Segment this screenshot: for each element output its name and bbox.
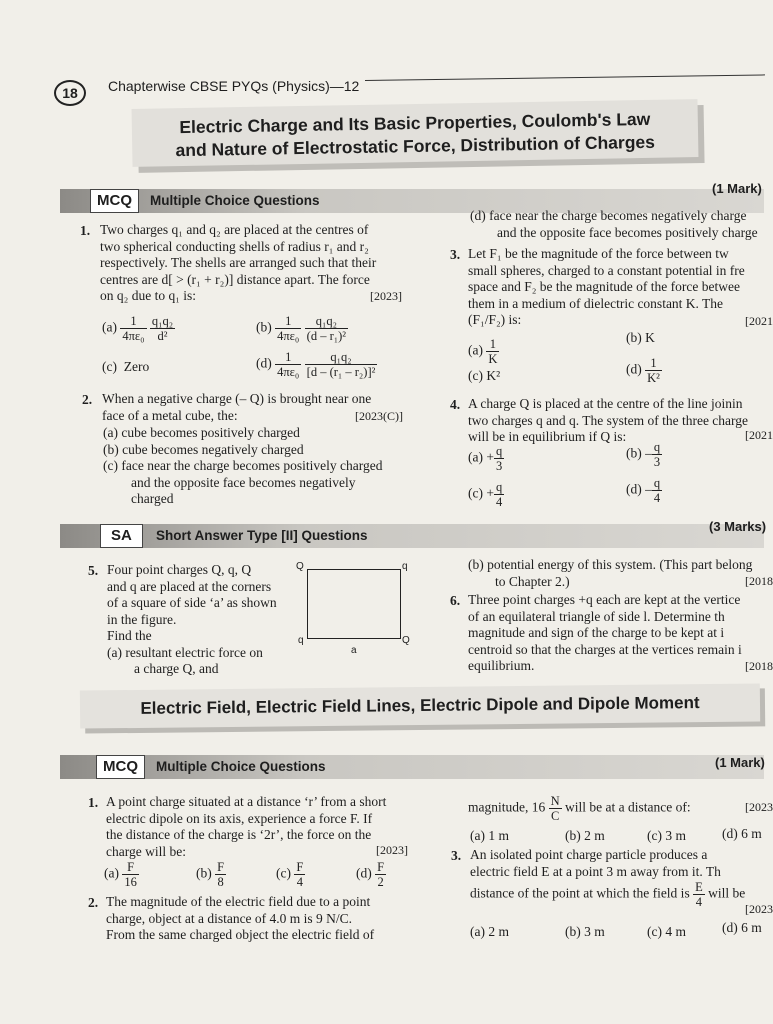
option-label: (a) — [102, 319, 117, 335]
text-line: An isolated point charge particle produces a — [470, 847, 708, 862]
text-line: Four point charges Q, q, Q — [107, 562, 252, 577]
mcq-title: Multiple Choice Questions — [150, 193, 320, 208]
text-line: centres are d[ > (r₁ + r₂)] distance apart. The force — [100, 271, 370, 287]
numerator: 1 — [486, 337, 499, 352]
option-label: (b) — [196, 865, 212, 881]
numerator: q₁q₂ — [305, 350, 378, 365]
option-c: (c) 4 m — [647, 924, 686, 939]
denominator: 16 — [124, 875, 137, 889]
section-title-box: Electric Field, Electric Field Lines, Electric Dipole and Dipole Moment — [80, 683, 760, 728]
denominator: 4 — [495, 495, 503, 509]
text-line: on q₂ due to q₁ is: — [100, 288, 197, 303]
text-segment: magnitude, 16 — [468, 799, 546, 815]
option-a — [468, 337, 499, 366]
text-line: From the same charged object the electric field of — [106, 927, 375, 942]
question-text — [470, 847, 770, 880]
text-line: a charge Q, and — [134, 661, 219, 676]
text-line: A charge Q is placed at the centre of the line joinin — [468, 396, 743, 411]
option-a: (a) cube becomes positively charged — [103, 425, 300, 440]
option-label: (a) — [104, 865, 119, 881]
option-c — [102, 359, 149, 375]
header-rule — [365, 74, 765, 81]
numerator: N — [550, 794, 560, 808]
denominator: (d – r₁)² — [306, 329, 347, 343]
year-tag: [2023] — [370, 289, 402, 303]
text-line: When a negative charge (– Q) is brought near one — [102, 391, 372, 406]
denominator: K² — [647, 371, 660, 385]
question-number: 4. — [450, 397, 461, 412]
option-a — [102, 314, 175, 343]
option-list — [103, 425, 423, 508]
option-d: (d) 6 m — [722, 826, 762, 841]
year-tag: [2023 — [745, 902, 773, 916]
option-c-cont: and the opposite face becomes negatively — [131, 474, 356, 490]
denominator: 4πε₀ — [122, 329, 145, 343]
text-line: magnitude and sign of the charge to be kept at i — [468, 625, 725, 640]
fraction — [120, 314, 146, 343]
denominator: 4πε₀ — [277, 365, 300, 379]
question-continuation — [468, 794, 691, 823]
numerator: q — [495, 480, 503, 494]
text-line: Two charges q₁ and q₂ are placed at the centres of — [100, 222, 369, 237]
text-line: Three point charges +q each are kept at the vertice — [468, 592, 741, 607]
year-tag: [2021 — [745, 314, 773, 328]
numerator: 1 — [275, 350, 301, 365]
text-line: A point charge situated at a distance ‘r’ from a short — [106, 794, 387, 809]
denominator: 4 — [296, 875, 303, 889]
fraction — [486, 337, 499, 366]
marks-label: (1 Mark) — [712, 181, 762, 196]
text-line: face of a metal cube, the: — [102, 407, 238, 423]
question-number: 2. — [82, 392, 93, 407]
text-segment: distance of the point at which the field is — [470, 885, 690, 901]
option-a: (a) 2 m — [470, 924, 509, 939]
denominator: 8 — [217, 875, 224, 889]
text-line: small spheres, charged to a constant potential in fre — [468, 262, 745, 278]
fraction — [305, 350, 378, 379]
text-line: Find the — [107, 628, 152, 643]
denominator: 4πε₀ — [277, 329, 300, 343]
text-segment: will be — [708, 885, 746, 901]
corner-label: Q — [296, 561, 304, 572]
fraction — [122, 860, 139, 889]
text-line: of an equilateral triangle of side l. Determine th — [468, 608, 725, 624]
numerator: q — [653, 476, 661, 490]
option-c: (c) 3 m — [647, 828, 686, 843]
fraction — [294, 860, 305, 889]
option-label: (a) — [468, 342, 483, 358]
option-c: (c) face near the charge becomes positively charged — [103, 458, 383, 473]
option-b: (b) 3 m — [565, 924, 605, 939]
option-c-cont: charged — [131, 491, 174, 506]
page-number: 18 — [54, 80, 86, 106]
text-line: respectively. The shells are arranged such that their — [100, 255, 377, 270]
option-d: (d) 6 m — [722, 920, 762, 935]
option-b — [196, 860, 226, 889]
numerator: F — [296, 860, 304, 874]
fraction — [305, 314, 348, 343]
option-b: (b) cube becomes negatively charged — [103, 441, 304, 457]
fraction — [549, 794, 562, 823]
marks-label: (3 Marks) — [709, 519, 767, 534]
numerator: q — [495, 444, 503, 458]
denominator: [d – (r₁ – r₂)]² — [306, 365, 376, 379]
year-tag: [2018 — [745, 574, 773, 588]
text-line: and the opposite face becomes positively charge — [497, 224, 758, 240]
numerator: q — [653, 440, 661, 454]
numerator: 1 — [645, 356, 662, 371]
option-label: (c) — [276, 865, 291, 881]
option-label: (c) + — [468, 485, 494, 501]
text-line: two charges q and q. The system of the three charge — [468, 412, 749, 428]
fraction — [215, 860, 226, 889]
text-line: the distance of the charge is ‘2r’, the force on the — [106, 827, 372, 842]
text-line: will be in equilibrium if Q is: — [468, 429, 627, 444]
section-title-box — [132, 99, 699, 167]
option-b: (b) K — [626, 330, 655, 345]
text-line: (b) potential energy of this system. (This part belong — [468, 557, 753, 572]
fraction — [652, 440, 662, 469]
question-number: 6. — [450, 593, 461, 608]
denominator: 2 — [377, 875, 384, 889]
year-tag: [2018 — [745, 659, 773, 673]
fraction — [150, 314, 175, 343]
fraction — [275, 350, 301, 379]
sa-tag: SA — [100, 524, 143, 548]
question-number: 3. — [450, 247, 461, 262]
numerator: q₁q₂ — [151, 314, 174, 328]
text-line: to Chapter 2.) — [495, 573, 570, 589]
text-line: electric dipole on its axis, experience a force F. If — [106, 810, 373, 826]
numerator: E — [695, 880, 703, 894]
numerator: F — [122, 860, 139, 875]
option-a: (a) 1 m — [470, 828, 509, 843]
denominator: d² — [157, 329, 168, 343]
fraction — [645, 356, 662, 385]
option-label: (a) + — [468, 449, 494, 465]
corner-label: Q — [402, 635, 410, 646]
option-b — [626, 440, 662, 469]
text-line: them in a medium of dielectric constant K. The — [468, 295, 724, 311]
fraction — [275, 314, 301, 343]
question-number: 1. — [80, 223, 91, 238]
section-title-line2: and Nature of Electrostatic Force, Distribution of Charges — [175, 131, 656, 161]
option-a — [104, 860, 139, 889]
denominator: 3 — [495, 459, 503, 473]
question-text — [468, 396, 768, 446]
question-number: 3. — [451, 848, 462, 863]
question-text — [107, 562, 307, 678]
numerator: F — [217, 860, 225, 874]
fraction — [652, 476, 662, 505]
denominator: 4 — [695, 895, 703, 909]
question-number: 1. — [88, 795, 99, 810]
option-d — [356, 860, 386, 889]
corner-label: q — [402, 561, 408, 572]
option-label: (b) — [256, 319, 272, 335]
corner-label: q — [298, 635, 304, 646]
option-c — [468, 480, 504, 509]
marks-label: (1 Mark) — [715, 755, 765, 770]
square-figure — [307, 569, 401, 639]
question-text — [106, 894, 426, 944]
question-text — [468, 246, 768, 329]
mcq-tag: MCQ — [96, 755, 145, 779]
numerator: 1 — [120, 314, 146, 329]
option-b: (b) 2 m — [565, 828, 605, 843]
text-line: (a) resultant electric force on — [107, 644, 263, 660]
sa-title: Short Answer Type [II] Questions — [156, 528, 368, 543]
fraction — [494, 480, 504, 509]
option-d — [256, 350, 377, 379]
option-a — [468, 444, 504, 473]
denominator: C — [550, 809, 560, 823]
option-c: (c) K² — [468, 368, 501, 383]
option-label: (c) — [102, 359, 117, 374]
mcq-tag: MCQ — [90, 189, 139, 213]
option-b — [256, 314, 348, 343]
q5-option-b — [468, 557, 768, 590]
text-line: (d) face near the charge becomes negatively charge — [470, 208, 747, 223]
text-line: Let F₁ be the magnitude of the force between tw — [468, 246, 729, 261]
text-line: centroid so that the charges at the vertices remain i — [468, 641, 742, 657]
text-line: two spherical conducting shells of radius r₁ and r₂ — [100, 238, 369, 254]
mcq-title: Multiple Choice Questions — [156, 759, 326, 774]
section-title-line1: Electric Charge and Its Basic Properties, Coulomb's Law — [179, 108, 651, 138]
denominator: 3 — [653, 455, 661, 469]
text-line: The magnitude of the electric field due to a point — [106, 894, 371, 909]
denominator: 4 — [653, 491, 661, 505]
text-line: charge will be: — [106, 843, 186, 859]
text-line: (F₁/F₂) is: — [468, 312, 522, 327]
option-d — [626, 356, 662, 385]
question-text — [468, 592, 768, 675]
text-line: and q are placed at the corners — [107, 578, 272, 594]
text-line: space and F₂ be the magnitude of the force betwee — [468, 279, 740, 294]
question-text — [106, 794, 416, 860]
text-segment: will be at a distance of: — [565, 799, 691, 815]
option-label: (b) – — [626, 445, 652, 461]
fraction — [375, 860, 386, 889]
option-d — [626, 476, 662, 505]
question-number: 2. — [88, 895, 99, 910]
year-tag: [2023] — [376, 843, 408, 857]
text-line: in the figure. — [107, 611, 177, 627]
fraction — [693, 880, 705, 909]
option-label: (d) — [256, 355, 272, 371]
option-c — [276, 860, 305, 889]
option-text: Zero — [123, 359, 150, 374]
q1-option-d — [470, 208, 770, 241]
text-line: charge, object at a distance of 4.0 m is 9 N/C. — [106, 910, 353, 926]
running-title: Chapterwise CBSE PYQs (Physics)—12 — [108, 78, 360, 94]
question-text-line3 — [470, 880, 745, 909]
text-line: equilibrium. — [468, 658, 535, 673]
year-tag: [2023 — [745, 800, 773, 814]
option-label: (d) — [356, 865, 372, 881]
numerator: F — [377, 860, 385, 874]
option-label: (d) — [626, 361, 642, 377]
option-label: (d) – — [626, 481, 652, 497]
question-number: 5. — [88, 563, 99, 578]
fraction — [494, 444, 504, 473]
year-tag: [2021 — [745, 428, 773, 442]
text-line: electric field E at a point 3 m away from it. Th — [470, 863, 721, 879]
denominator: K — [488, 352, 498, 366]
text-line: of a square of side ‘a’ as shown — [107, 595, 277, 610]
numerator: 1 — [275, 314, 301, 329]
numerator: q₁q₂ — [305, 314, 348, 329]
year-tag: [2023(C)] — [355, 409, 403, 423]
side-label: a — [351, 645, 357, 656]
